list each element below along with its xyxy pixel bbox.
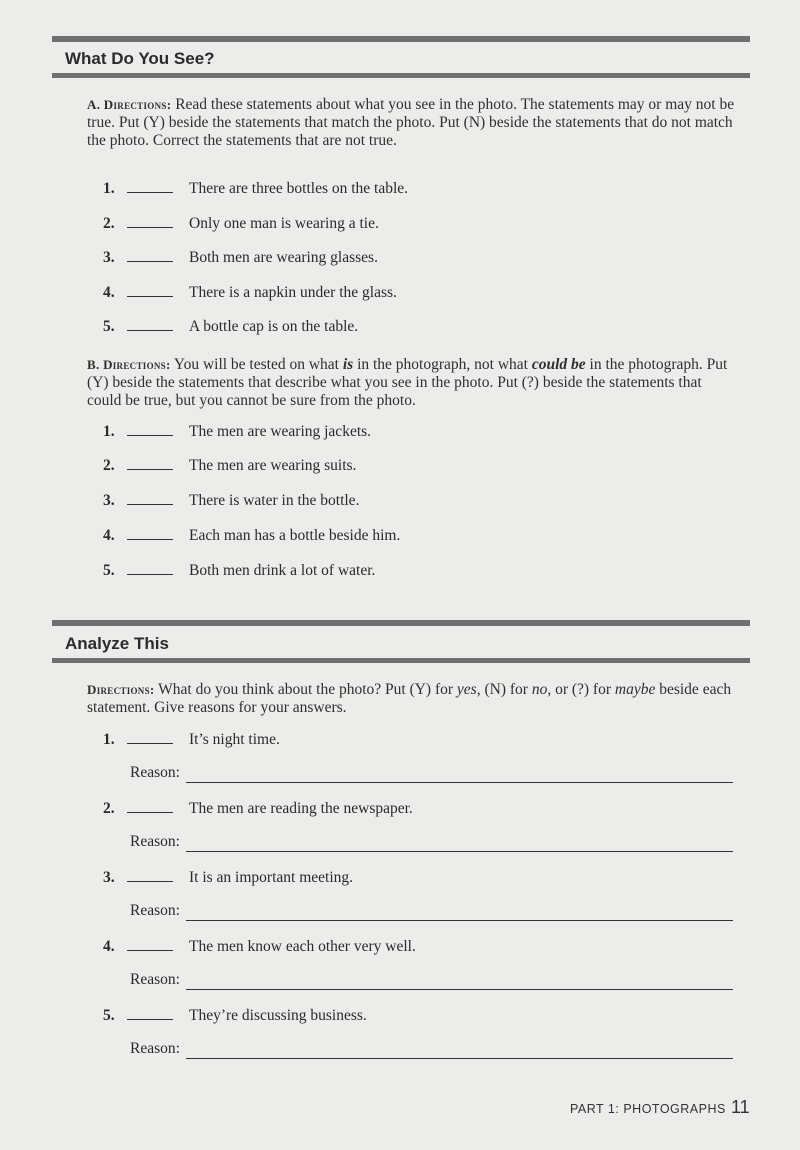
answer-blank[interactable] <box>127 729 173 744</box>
part-a-label: A. Directions: <box>87 97 172 112</box>
answer-blank[interactable] <box>127 798 173 813</box>
reason-input[interactable] <box>186 1044 733 1059</box>
item-number: 4. <box>103 938 115 955</box>
answer-blank[interactable] <box>127 867 173 882</box>
page-number: 11 <box>731 1097 750 1117</box>
item-text: The men are wearing suits. <box>189 457 357 474</box>
analyze-em-no: no, <box>531 681 552 698</box>
item-text: They’re discussing business. <box>189 1007 367 1024</box>
item-number: 5. <box>103 1007 115 1024</box>
part-b-label: B. Directions: <box>87 357 171 372</box>
section-title-what-do-you-see: What Do You See? <box>65 49 215 68</box>
item-text: Each man has a bottle beside him. <box>189 527 401 544</box>
item-number: 1. <box>103 731 115 748</box>
item-number: 2. <box>103 800 115 817</box>
part-b-text-2: in the photograph, not what <box>353 356 532 373</box>
part-a-item-4 <box>103 282 397 302</box>
answer-blank[interactable] <box>127 525 173 540</box>
part-b-em-could-be: could be <box>531 356 586 373</box>
part-a-item-1 <box>103 178 408 198</box>
item-text: It is an important meeting. <box>189 869 354 886</box>
item-number: 4. <box>103 527 115 544</box>
reason-input[interactable] <box>186 906 733 921</box>
item-text: There is water in the bottle. <box>189 492 360 509</box>
analyze-text-2: (N) for <box>480 681 532 698</box>
part-b-item-2 <box>103 455 356 475</box>
answer-blank[interactable] <box>127 936 173 951</box>
part-a-item-5 <box>103 316 358 336</box>
analyze-item-4 <box>103 936 416 956</box>
item-number: 5. <box>103 562 115 579</box>
item-number: 4. <box>103 284 115 301</box>
analyze-item-5 <box>103 1005 367 1025</box>
analyze-item-3 <box>103 867 353 887</box>
answer-blank[interactable] <box>127 1005 173 1020</box>
part-b-em-is: is <box>342 356 354 373</box>
part-a-item-2 <box>103 213 379 233</box>
reason-label: Reason: <box>130 971 180 988</box>
item-text: Both men drink a lot of water. <box>189 562 376 579</box>
reason-line-4[interactable] <box>130 970 733 990</box>
part-b-item-3 <box>103 490 359 510</box>
part-b-text-3: in the photograph. Put (Y) beside the statements that describe what you see in the photo. Put (?) beside the statements that could be true, but you cannot be sure from the photo. <box>87 356 728 409</box>
reason-label: Reason: <box>130 833 180 850</box>
part-b-directions <box>87 356 737 410</box>
section-divider-top <box>52 36 750 42</box>
reason-label: Reason: <box>130 764 180 781</box>
part-b-item-5 <box>103 560 375 580</box>
item-number: 2. <box>103 457 115 474</box>
item-number: 5. <box>103 318 115 335</box>
reason-line-1[interactable] <box>130 763 733 783</box>
analyze-item-1 <box>103 729 280 749</box>
answer-blank[interactable] <box>127 421 173 436</box>
item-number: 3. <box>103 869 115 886</box>
part-b-text-1: You will be tested on what <box>173 356 343 373</box>
section-divider-top <box>52 620 750 626</box>
item-number: 1. <box>103 180 115 197</box>
analyze-text-3: or (?) for <box>551 681 615 698</box>
analyze-directions <box>87 681 737 717</box>
item-number: 3. <box>103 249 115 266</box>
part-a-directions <box>87 96 737 150</box>
answer-blank[interactable] <box>127 282 173 297</box>
answer-blank[interactable] <box>127 490 173 505</box>
reason-input[interactable] <box>186 768 733 783</box>
item-text: There are three bottles on the table. <box>189 180 409 197</box>
analyze-item-2 <box>103 798 413 818</box>
item-text: The men are reading the newspaper. <box>189 800 413 817</box>
item-text: Both men are wearing glasses. <box>189 249 378 266</box>
reason-input[interactable] <box>186 975 733 990</box>
answer-blank[interactable] <box>127 247 173 262</box>
part-b-item-4 <box>103 525 400 545</box>
analyze-text-4: beside each statement. Give reasons for your answers. <box>87 681 732 716</box>
item-text: The men know each other very well. <box>189 938 416 955</box>
answer-blank[interactable] <box>127 178 173 193</box>
analyze-label: Directions: <box>87 682 155 697</box>
part-a-item-3 <box>103 247 378 267</box>
analyze-em-yes: yes, <box>456 681 481 698</box>
item-text: It’s night time. <box>189 731 280 748</box>
item-text: There is a napkin under the glass. <box>189 284 397 301</box>
item-number: 3. <box>103 492 115 509</box>
reason-line-2[interactable] <box>130 832 733 852</box>
analyze-text-1: What do you think about the photo? Put (Y) for <box>158 681 457 698</box>
item-number: 1. <box>103 423 115 440</box>
part-a-text: Read these statements about what you see in the photo. The statements may or may not be true. Put (Y) beside the statements that match the photo. Put (N) beside the statements that do not match the photo. Correct the statements that are not true. <box>87 96 735 149</box>
reason-input[interactable] <box>186 837 733 852</box>
reason-line-3[interactable] <box>130 901 733 921</box>
answer-blank[interactable] <box>127 455 173 470</box>
reason-label: Reason: <box>130 1040 180 1057</box>
footer-part-label: PART 1: PHOTOGRAPHS <box>570 1102 726 1116</box>
analyze-em-maybe: maybe <box>614 681 656 698</box>
section-divider-bottom <box>52 73 750 78</box>
item-text: A bottle cap is on the table. <box>189 318 359 335</box>
item-text: Only one man is wearing a tie. <box>189 215 379 232</box>
answer-blank[interactable] <box>127 316 173 331</box>
answer-blank[interactable] <box>127 560 173 575</box>
reason-label: Reason: <box>130 902 180 919</box>
part-b-item-1 <box>103 421 371 441</box>
reason-line-5[interactable] <box>130 1039 733 1059</box>
item-number: 2. <box>103 215 115 232</box>
answer-blank[interactable] <box>127 213 173 228</box>
item-text: The men are wearing jackets. <box>189 423 372 440</box>
section-title-analyze-this: Analyze This <box>65 634 169 653</box>
section-divider-bottom <box>52 658 750 663</box>
